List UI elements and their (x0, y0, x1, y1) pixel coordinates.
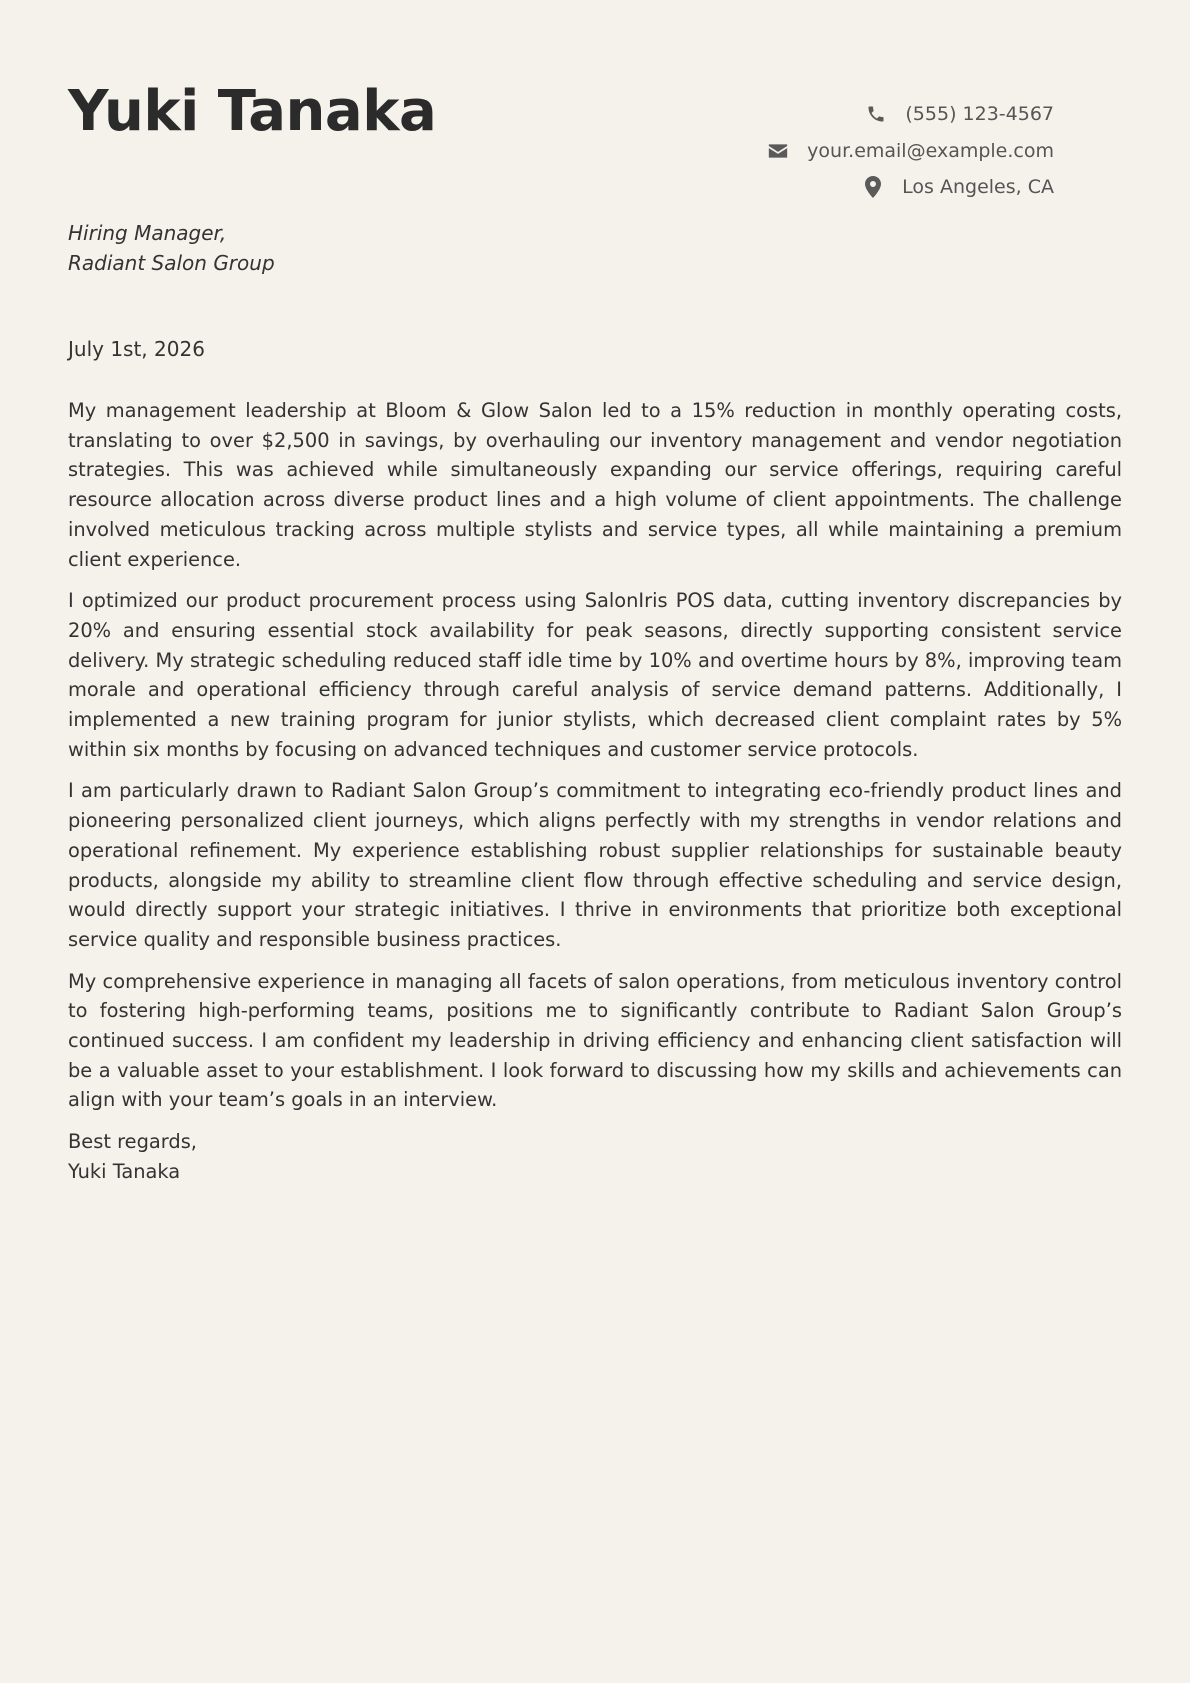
phone-icon (865, 103, 887, 125)
contact-phone[interactable]: (555) 123-4567 (905, 103, 1054, 126)
recipient-title: Hiring Manager, (68, 221, 227, 245)
body-paragraph: My comprehensive experience in managing all facets of salon operations, from meticulous inventory control to fostering high-performing teams, positions me to significantly contribute to Radiant Salon Group’s continued success. I am confident my leadership in driving efficiency and enhancing client satisfaction will be a valuable asset to your establishment. I look forward to discussing how my skills and achievements can align with your team’s goals in an interview. (68, 969, 1122, 1112)
contact-email-row (767, 133, 1054, 170)
letter-date: July 1st, 2026 (68, 337, 205, 361)
letter-body (68, 396, 1122, 1115)
contact-phone-row (767, 96, 1054, 133)
letter-header (68, 0, 1122, 200)
body-paragraph: My management leadership at Bloom & Glow Salon led to a 15% reduction in monthly operating costs, translating to over $2,500 in savings, by overhauling our inventory management and vendor negotiation strategies. This was achieved while simultaneously expanding our service offerings, requiring careful resource allocation across diverse product lines and a high volume of client appointments. The challenge involved meticulous tracking across multiple stylists and service types, all while maintaining a premium client experience. (68, 399, 1122, 571)
recipient-block (68, 218, 1122, 278)
contact-location-row (767, 169, 1054, 206)
contact-location: Los Angeles, CA (902, 176, 1054, 199)
map-pin-icon (862, 176, 884, 198)
recipient-company: Radiant Salon Group (68, 251, 275, 275)
envelope-icon (767, 140, 789, 162)
letter-closing (68, 1127, 1122, 1186)
closing-signature: Yuki Tanaka (68, 1159, 181, 1183)
contact-info (767, 96, 1054, 206)
body-paragraph: I am particularly drawn to Radiant Salon Group’s commitment to integrating eco-friendly product lines and pioneering personalized client journeys, which aligns perfectly with my strengths in vendor relations and operational refinement. My experience establishing robust supplier relationships for sustainable beauty products, alongside my ability to streamline client flow through effective scheduling and service design, would directly support your strategic initiatives. I thrive in environments that prioritize both exceptional service quality and responsible business practices. (68, 779, 1122, 951)
contact-email[interactable]: your.email@example.com (807, 139, 1054, 162)
body-paragraph: I optimized our product procurement process using SalonIris POS data, cutting inventory discrepancies by 20% and ensuring essential stock availability for peak seasons, directly supporting consistent service delivery. My strategic scheduling reduced staff idle time by 10% and overtime hours by 8%, improving team morale and operational efficiency through careful analysis of service demand patterns. Additionally, I implemented a new training program for junior stylists, which decreased client complaint rates by 5% within six months by focusing on advanced techniques and customer service protocols. (68, 589, 1122, 761)
closing-salutation: Best regards, (68, 1130, 197, 1154)
applicant-name: Yuki Tanaka (68, 79, 437, 144)
